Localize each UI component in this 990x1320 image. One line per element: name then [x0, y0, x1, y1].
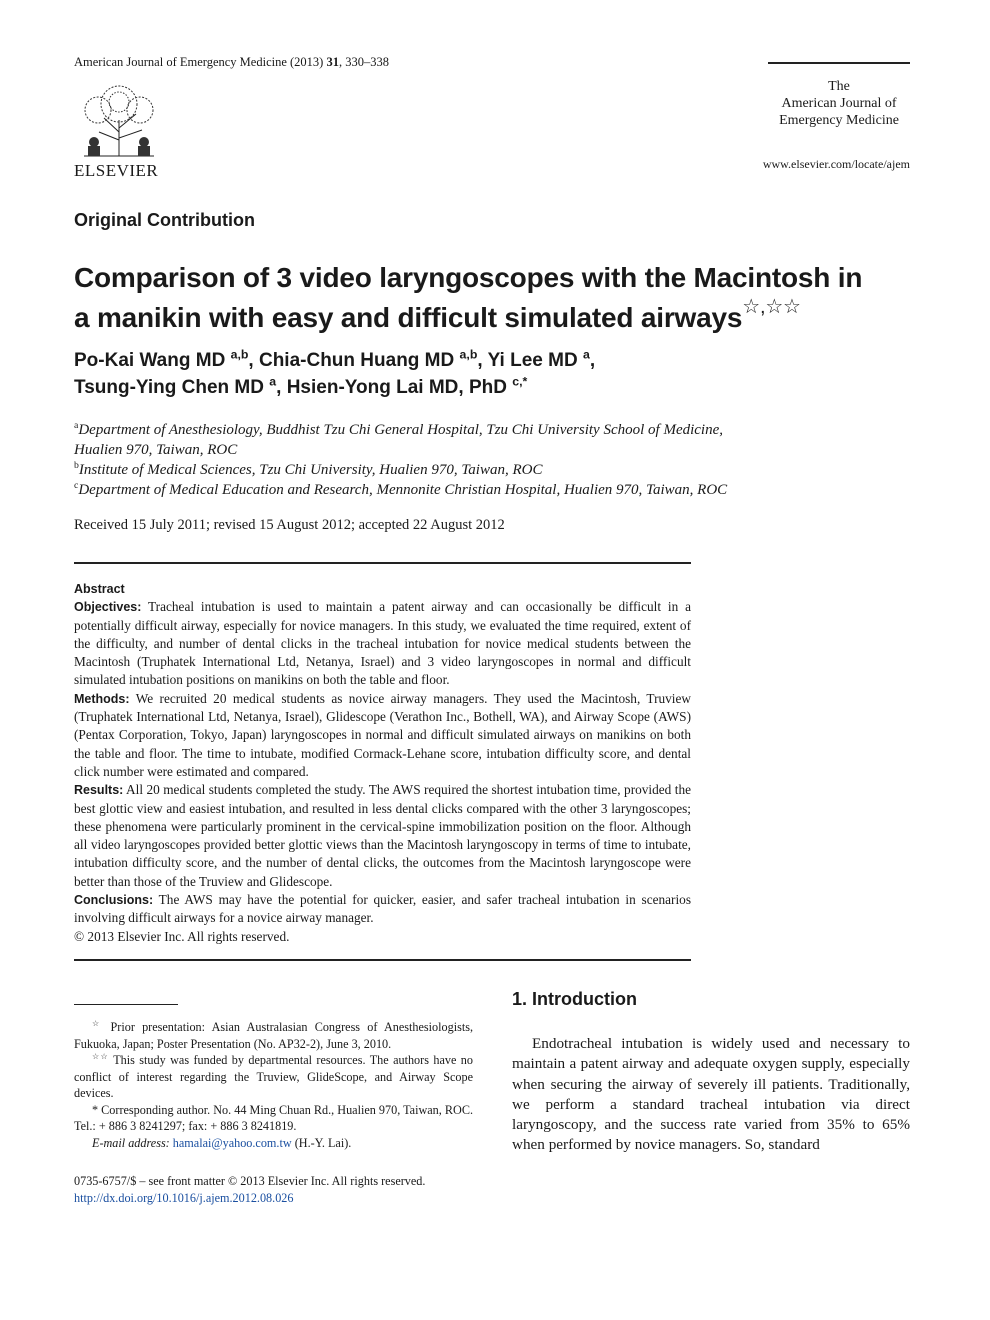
footnote-rule [74, 1004, 178, 1005]
journal-url: www.elsevier.com/locate/ajem [762, 157, 910, 171]
journal-logo: The American Journal of Emergency Medicine [779, 79, 899, 128]
author[interactable]: Po-Kai Wang MD $^{a,b}$ [74, 347, 249, 371]
author[interactable]: Chia-Chun Huang MD $^{a,b}$ [258, 347, 478, 371]
footnote-email: E-mail address: hamalai@yahoo.com.tw (H.-Y. Lai). [92, 1135, 352, 1150]
affiliation: $^b$Institute of Medical Sciences, Tzu Chi University, Hualien 970, Taiwan, ROC [74, 460, 543, 478]
affiliation: $^a$Department of Anesthesiology, Buddhist Tzu Chi General Hospital, Tzu Chi University School of Medicine, [74, 420, 724, 438]
introduction-paragraph: Endotracheal intubation is widely used and necessary to maintain a patent airway and adequate oxygen supply, especially when securing the airway of severely ill patients. Traditionally, we perform a standard tracheal intubation via direct laryngoscopy, and the success rate varied from 35% to 65% when performed by novice managers. So, standard [512, 1035, 910, 1154]
abstract-copyright: © 2013 Elsevier Inc. All rights reserved. [74, 928, 290, 944]
elsevier-tree-logo [74, 80, 164, 158]
footnote-presentation: ☆ Prior presentation: Asian Australasian Congress of Anesthesiologists, Fukuoka, Japan; Poster Presentation (No. AP32-2), June 3, 2010. [74, 1018, 474, 1051]
journal-citation: American Journal of Emergency Medicine (2013) 31, 330–338 [74, 55, 389, 69]
issn-line: 0735-6757/$ – see front matter © 2013 Elsevier Inc. All rights reserved. [74, 1174, 426, 1188]
abstract-methods: Methods: We recruited 20 medical students as novice airway managers. They used the Macintosh, Truview (Truphatek International Ltd, Netanya, Israel), Glidescope (Verathon Inc., Bothell, WA), and Airway Scope (AWS) (Pentax Corporation, Tokyo, Japan) laryngoscopes in normal and difficult simulated airways on manikins on both the table and floor. The time to intubate, modified Cormack-Lehane score, intubation difficulty score, and dental click number were estimated and compared. [74, 690, 692, 779]
affiliation: $^c$Department of Medical Education and Research, Mennonite Christian Hospital, Hualien 970, Taiwan, ROC [74, 480, 728, 498]
section-heading-introduction: 1. Introduction [512, 989, 637, 1009]
author-list: Po-Kai Wang MD $^{a,b}$, Chia-Chun Huang MD $^{a,b}$, Yi Lee MD $^a$, Tsung-Ying Chen MD $^a$, Hsien-Yong Lai MD, PhD $^{c,*}$ [74, 347, 596, 398]
doi-link[interactable]: http://dx.doi.org/10.1016/j.ajem.2012.08.026 [74, 1191, 294, 1205]
abstract-objectives: Objectives: Tracheal intubation is used to maintain a patent airway and can occasionally be difficult in a potentially difficult airway, especially for novice managers. In this study, we evaluated the time required, extent of the difficulty, and number of dental clicks in the tracheal intubation for novice medical students between the Macintosh (Truphatek International Ltd, Netanya, Israel) and 3 video laryngoscopes in normal and difficult simulated intubation positions on manikins on both the table and floor. [74, 599, 691, 688]
abstract-bottom-rule [74, 959, 691, 961]
affiliation-cont: Hualien 970, Taiwan, ROC [74, 442, 238, 458]
author[interactable]: Yi Lee MD $^a$ [487, 347, 590, 371]
abstract-results: Results: All 20 medical students completed the study. The AWS required the shortest intubation time, provided the best glottic view and easiest intubation, and resulted in less dental clicks compared with the other 3 laryngoscopes; these phenomena were particularly prominent in the cervical-spine immobilization position on the floor. Although all video laryngoscopes provided better glottic views than the Macintosh laryngoscopy in terms of time to intubate, intubation difficulty score, and the number of dental clicks, the outcomes from the Macintosh laryngoscope were better than those of the Truview and Glidescope. [74, 782, 692, 889]
affiliations [74, 420, 934, 500]
front-matter [74, 1173, 494, 1207]
abstract-heading: Abstract [74, 582, 125, 596]
publisher-name: ELSEVIER [74, 161, 159, 180]
title-footnote-marks: ☆,☆☆ [742, 295, 801, 318]
footnote-corresponding: * Corresponding author. No. 44 Ming Chuan Rd., Hualien 970, Taiwan, ROC. Tel.: + 886 3 8241297; fax: + 886 3 8241819. [74, 1102, 473, 1133]
article-type: Original Contribution [74, 210, 255, 230]
abstract-top-rule [74, 562, 691, 564]
logo-rule [768, 62, 910, 64]
author[interactable]: Tsung-Ying Chen MD $^a$ [74, 374, 277, 398]
article-title: Comparison of 3 video laryngoscopes with the Macintosh in a manikin with easy and difficult simulated airways☆,☆☆ [74, 262, 863, 333]
footnotes [74, 1019, 473, 1151]
email-link[interactable]: hamalai@yahoo.com.tw [172, 1135, 292, 1150]
abstract-conclusions: Conclusions: The AWS may have the potential for quicker, easier, and safer tracheal intubation in scenarios involving difficult airways for a novice airway manager. [74, 892, 691, 926]
article-dates: Received 15 July 2011; revised 15 August 2012; accepted 22 August 2012 [74, 517, 505, 533]
footnote-funding: ☆☆ This study was funded by departmental resources. The authors have no conflict of interest regarding the Truview, GlideScope, and Airway Scope devices. [74, 1051, 473, 1100]
author[interactable]: Hsien-Yong Lai MD, PhD $^{c,*}$ [286, 374, 528, 398]
abstract [74, 580, 691, 946]
